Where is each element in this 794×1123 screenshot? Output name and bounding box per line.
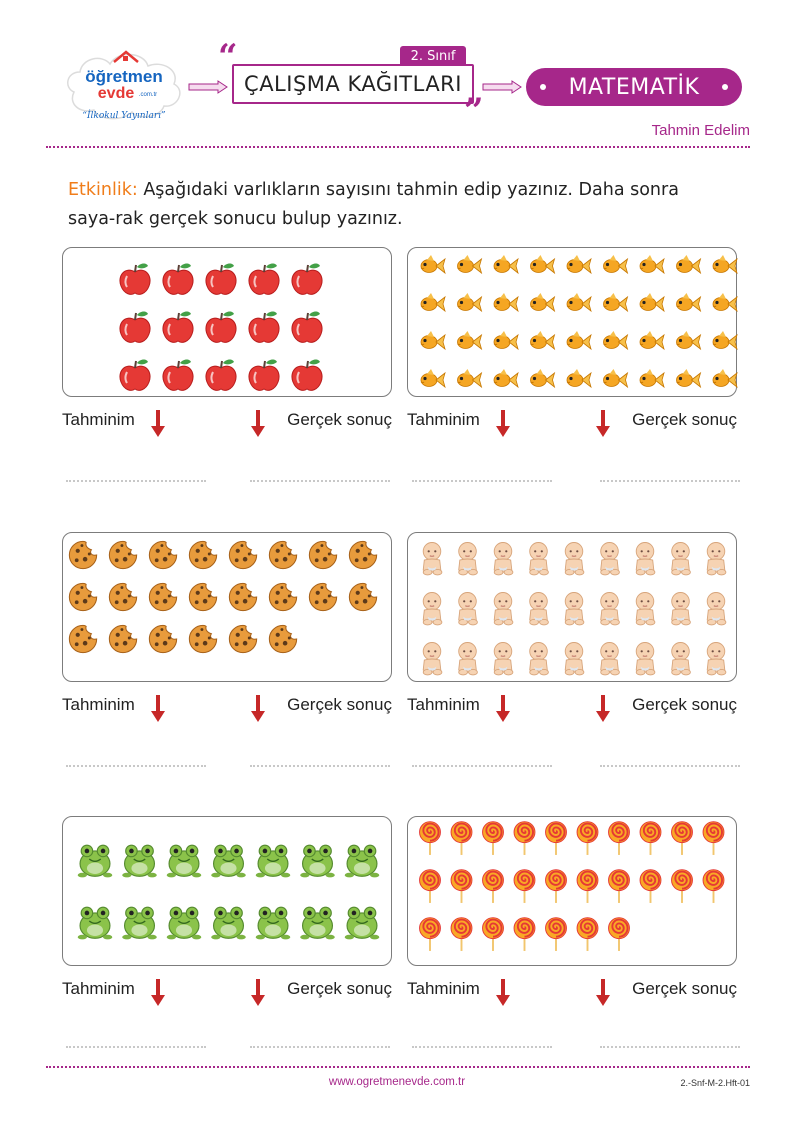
baby-icon <box>494 593 513 625</box>
estimate-label: Tahminim <box>407 410 480 429</box>
cookie-icon <box>229 625 256 652</box>
apples-grid <box>63 248 393 398</box>
header-arrow-right <box>482 80 522 94</box>
goldfish-icon <box>604 293 628 311</box>
answer-row <box>62 693 392 723</box>
quote-open-icon: “ <box>218 37 238 77</box>
grade-label: 2. Sınıf <box>410 48 456 64</box>
lollipop-icon <box>546 870 567 903</box>
frog-icon <box>211 845 246 877</box>
down-arrow-icon <box>250 408 266 438</box>
lollipop-icon <box>420 822 441 855</box>
goldfish-icon <box>604 331 628 349</box>
cookie-icon <box>229 583 256 610</box>
lollipop-icon <box>609 822 630 855</box>
lollipop-icon <box>546 822 567 855</box>
lollipop-icon <box>514 822 535 855</box>
estimate-answer-line[interactable] <box>66 1046 206 1048</box>
lollipop-icon <box>640 822 661 855</box>
lollipop-icon <box>514 918 535 951</box>
down-arrow-icon <box>595 408 611 438</box>
cookie-icon <box>349 583 376 610</box>
estimate-answer-line[interactable] <box>412 765 552 767</box>
actual-label: Gerçek sonuç <box>632 410 737 429</box>
frog-icon <box>211 907 246 939</box>
baby-icon <box>494 643 513 675</box>
goldfish-icon <box>567 369 591 387</box>
instruction-label: Etkinlik: <box>68 180 138 200</box>
frog-icon <box>122 845 157 877</box>
baby-icon <box>459 593 478 625</box>
goldfish-icon <box>531 255 555 273</box>
apple-icon <box>292 264 322 295</box>
goldfish-icon <box>604 369 628 387</box>
cookie-icon <box>149 583 176 610</box>
actual-label: Gerçek sonuç <box>632 695 737 714</box>
frog-icon <box>122 907 157 939</box>
goldfish-icon <box>494 255 518 273</box>
goldfish-icon <box>567 255 591 273</box>
goldfish-icon <box>458 255 482 273</box>
baby-icon <box>672 593 691 625</box>
apple-icon <box>206 264 236 295</box>
goldfish-icon <box>713 255 737 273</box>
website-link[interactable]: www.ogretmenevde.com.tr <box>328 1076 466 1088</box>
actual-label: Gerçek sonuç <box>287 410 392 429</box>
cookie-icon <box>189 625 216 652</box>
goldfish-icon <box>604 255 628 273</box>
apple-icon <box>163 360 193 391</box>
down-arrow-icon <box>495 977 511 1007</box>
panel-apples <box>62 247 392 397</box>
goldfish-icon <box>494 331 518 349</box>
frog-icon <box>167 845 202 877</box>
apple-icon <box>292 312 322 343</box>
estimate-answer-line[interactable] <box>412 480 552 482</box>
apple-icon <box>120 312 150 343</box>
babies-grid <box>408 533 738 683</box>
instruction <box>68 176 718 234</box>
estimate-label: Tahminim <box>407 979 480 998</box>
frog-icon <box>78 845 113 877</box>
estimate-label: Tahminim <box>407 695 480 714</box>
lollipop-icon <box>483 918 504 951</box>
logo-tagline: “İlkokul Yayınları” <box>82 111 166 121</box>
lollipop-icon <box>672 822 693 855</box>
down-arrow-icon <box>150 693 166 723</box>
lollipop-icon <box>703 822 724 855</box>
apple-icon <box>249 360 279 391</box>
estimate-label: Tahminim <box>62 410 135 429</box>
actual-label: Gerçek sonuç <box>287 979 392 998</box>
baby-icon <box>565 593 584 625</box>
frog-icon <box>256 845 291 877</box>
baby-icon <box>601 643 620 675</box>
down-arrow-icon <box>250 977 266 1007</box>
lollipop-icon <box>577 822 598 855</box>
goldfish-icon <box>531 369 555 387</box>
answer-row <box>62 977 392 1007</box>
down-arrow-icon <box>595 693 611 723</box>
subject-badge <box>526 68 742 106</box>
baby-icon <box>636 593 655 625</box>
goldfish-icon <box>458 369 482 387</box>
baby-icon <box>636 643 655 675</box>
goldfish-icon <box>677 293 701 311</box>
apple-icon <box>249 312 279 343</box>
cookie-icon <box>269 541 296 568</box>
lollipop-icon <box>451 822 472 855</box>
panel-babies <box>407 532 737 682</box>
cookie-icon <box>69 541 96 568</box>
panel-lollipops <box>407 816 737 966</box>
baby-icon <box>707 543 726 575</box>
cookie-icon <box>349 541 376 568</box>
actual-answer-line[interactable] <box>250 765 390 767</box>
instruction-text: Aşağıdaki varlıkların sayısını tahmin edip yazınız. Daha sonra saya-rak gerçek sonucu bulup yazınız. <box>68 180 679 229</box>
baby-icon <box>707 643 726 675</box>
down-arrow-icon <box>150 408 166 438</box>
baby-icon <box>672 543 691 575</box>
logo-domain: .com.tr <box>138 92 158 98</box>
goldfish-icon <box>640 369 664 387</box>
apple-icon <box>120 360 150 391</box>
goldfish-icon <box>531 293 555 311</box>
goldfish-grid <box>408 248 738 398</box>
lollipop-icon <box>577 918 598 951</box>
frog-icon <box>167 907 202 939</box>
cookie-icon <box>309 541 336 568</box>
cookie-icon <box>309 583 336 610</box>
answer-row <box>407 977 737 1007</box>
baby-icon <box>423 543 442 575</box>
goldfish-icon <box>677 331 701 349</box>
cookie-icon <box>149 625 176 652</box>
document-code: 2.-Snf-M-2.Hft-01 <box>680 1078 750 1088</box>
frog-icon <box>78 907 113 939</box>
lollipop-icon <box>546 918 567 951</box>
baby-icon <box>601 593 620 625</box>
cookie-icon <box>149 541 176 568</box>
frogs-grid <box>63 817 393 967</box>
goldfish-icon <box>421 369 445 387</box>
baby-icon <box>672 643 691 675</box>
goldfish-icon <box>713 369 737 387</box>
goldfish-icon <box>640 293 664 311</box>
goldfish-icon <box>640 331 664 349</box>
goldfish-icon <box>421 331 445 349</box>
lollipop-icon <box>577 870 598 903</box>
lollipop-icon <box>420 870 441 903</box>
goldfish-icon <box>458 331 482 349</box>
down-arrow-icon <box>495 693 511 723</box>
cookie-icon <box>269 625 296 652</box>
lollipop-icon <box>483 870 504 903</box>
actual-label: Gerçek sonuç <box>632 979 737 998</box>
cookies-grid <box>63 533 393 683</box>
cookie-icon <box>69 583 96 610</box>
lollipop-icon <box>609 918 630 951</box>
baby-icon <box>494 543 513 575</box>
actual-answer-line[interactable] <box>600 480 740 482</box>
page-title: ÇALIŞMA KAĞITLARI <box>244 72 462 96</box>
baby-icon <box>459 643 478 675</box>
goldfish-icon <box>677 369 701 387</box>
baby-icon <box>565 543 584 575</box>
header-arrow-left <box>188 80 228 94</box>
actual-answer-line[interactable] <box>250 480 390 482</box>
goldfish-icon <box>677 255 701 273</box>
baby-icon <box>565 643 584 675</box>
cookie-icon <box>189 541 216 568</box>
apple-icon <box>163 264 193 295</box>
answer-row <box>407 693 737 723</box>
baby-icon <box>423 643 442 675</box>
apple-icon <box>292 360 322 391</box>
quote-close-icon: ” <box>464 91 484 131</box>
grade-tab <box>400 46 466 66</box>
down-arrow-icon <box>250 693 266 723</box>
apple-icon <box>206 312 236 343</box>
answer-row <box>407 408 737 438</box>
lollipops-grid <box>408 817 738 967</box>
footer-divider <box>46 1066 750 1068</box>
estimate-answer-line[interactable] <box>412 1046 552 1048</box>
estimate-answer-line[interactable] <box>66 480 206 482</box>
lollipop-icon <box>640 870 661 903</box>
goldfish-icon <box>567 331 591 349</box>
actual-answer-line[interactable] <box>250 1046 390 1048</box>
baby-icon <box>707 593 726 625</box>
frog-icon <box>300 907 335 939</box>
topic-title: Tahmin Edelim <box>651 122 750 139</box>
panel-goldfish <box>407 247 737 397</box>
goldfish-icon <box>421 293 445 311</box>
subject-label: MATEMATİK <box>568 74 700 100</box>
bullet-icon <box>722 84 728 90</box>
frog-icon <box>300 845 335 877</box>
cookie-icon <box>109 583 136 610</box>
down-arrow-icon <box>495 408 511 438</box>
bullet-icon <box>540 84 546 90</box>
lollipop-icon <box>703 870 724 903</box>
header-divider <box>46 146 750 148</box>
apple-icon <box>163 312 193 343</box>
goldfish-icon <box>531 331 555 349</box>
lollipop-icon <box>420 918 441 951</box>
baby-icon <box>423 593 442 625</box>
down-arrow-icon <box>595 977 611 1007</box>
goldfish-icon <box>567 293 591 311</box>
goldfish-icon <box>713 293 737 311</box>
answer-row <box>62 408 392 438</box>
panel-frogs <box>62 816 392 966</box>
actual-label: Gerçek sonuç <box>287 695 392 714</box>
logo-word-bottom: evde <box>97 85 135 102</box>
baby-icon <box>601 543 620 575</box>
baby-icon <box>636 543 655 575</box>
down-arrow-icon <box>150 977 166 1007</box>
goldfish-icon <box>494 369 518 387</box>
baby-icon <box>530 643 549 675</box>
goldfish-icon <box>421 255 445 273</box>
apple-icon <box>249 264 279 295</box>
frog-icon <box>345 845 380 877</box>
actual-answer-line[interactable] <box>600 765 740 767</box>
logo-word-top: öğretmen <box>85 67 163 86</box>
lollipop-icon <box>483 822 504 855</box>
logo <box>62 44 186 130</box>
estimate-label: Tahminim <box>62 979 135 998</box>
lollipop-icon <box>451 918 472 951</box>
lollipop-icon <box>609 870 630 903</box>
apple-icon <box>120 264 150 295</box>
cookie-icon <box>109 541 136 568</box>
estimate-label: Tahminim <box>62 695 135 714</box>
frog-icon <box>345 907 380 939</box>
cookie-icon <box>269 583 296 610</box>
baby-icon <box>530 593 549 625</box>
panel-cookies <box>62 532 392 682</box>
lollipop-icon <box>514 870 535 903</box>
goldfish-icon <box>458 293 482 311</box>
goldfish-icon <box>640 255 664 273</box>
cookie-icon <box>69 625 96 652</box>
frog-icon <box>256 907 291 939</box>
cookie-icon <box>109 625 136 652</box>
actual-answer-line[interactable] <box>600 1046 740 1048</box>
cookie-icon <box>229 541 256 568</box>
goldfish-icon <box>494 293 518 311</box>
apple-icon <box>206 360 236 391</box>
baby-icon <box>459 543 478 575</box>
goldfish-icon <box>713 331 737 349</box>
cookie-icon <box>189 583 216 610</box>
estimate-answer-line[interactable] <box>66 765 206 767</box>
baby-icon <box>530 543 549 575</box>
lollipop-icon <box>672 870 693 903</box>
lollipop-icon <box>451 870 472 903</box>
